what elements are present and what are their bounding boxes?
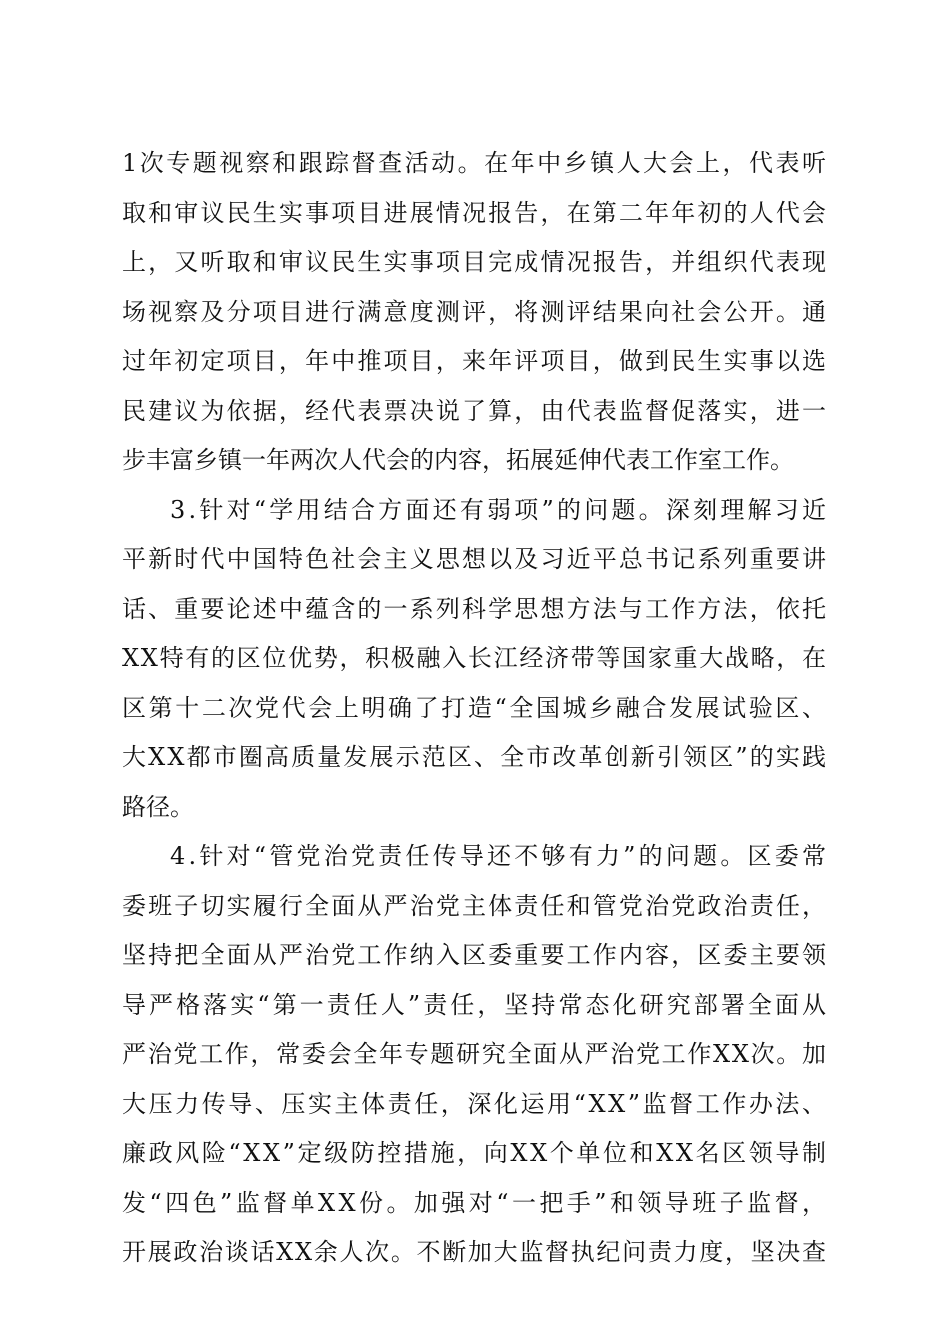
text-line-13: 大XX都市圈高质量发展示范区、全市改革创新引领区”的实践 bbox=[122, 743, 829, 771]
text-line-14: 路径。 bbox=[122, 793, 194, 821]
text-line-15: 4.针对“管党治党责任传导还不够有力”的问题。区委常 bbox=[170, 842, 830, 870]
text-line-20: 大压力传导、压实主体责任，深化运用“XX”监督工作办法、 bbox=[122, 1090, 829, 1118]
text-line-7: 步丰富乡镇一年两次人代会的内容，拓展延伸代表工作室工作。 bbox=[122, 446, 794, 474]
text-line-11: XX特有的区位优势，积极融入长江经济带等国家重大战略，在 bbox=[122, 644, 828, 672]
text-line-4: 场视察及分项目进行满意度测评，将测评结果向社会公开。通 bbox=[122, 298, 829, 326]
text-line-18: 导严格落实“第一责任人”责任，坚持常态化研究部署全面从 bbox=[122, 991, 830, 1019]
text-line-17: 坚持把全面从严治党工作纳入区委重要工作内容，区委主要领 bbox=[122, 941, 829, 969]
text-line-23: 开展政治谈话XX余人次。不断加大监督执纪问责力度，坚决查 bbox=[122, 1238, 828, 1266]
text-line-1: 1次专题视察和跟踪督查活动。在年中乡镇人大会上，代表听 bbox=[122, 149, 829, 177]
text-line-16: 委班子切实履行全面从严治党主体责任和管党治党政治责任， bbox=[122, 892, 829, 920]
text-line-6: 民建议为依据，经代表票决说了算，由代表监督促落实，进一 bbox=[122, 397, 829, 425]
text-line-22: 发“四色”监督单XX份。加强对“一把手”和领导班子监督， bbox=[122, 1189, 830, 1217]
text-line-2: 取和审议民生实事项目进展情况报告，在第二年年初的人代会 bbox=[122, 199, 829, 227]
text-line-19: 严治党工作，常委会全年专题研究全面从严治党工作XX次。加 bbox=[122, 1040, 828, 1068]
text-line-8: 3.针对“学用结合方面还有弱项”的问题。深刻理解习近 bbox=[170, 496, 830, 524]
text-line-5: 过年初定项目，年中推项目，来年评项目，做到民生实事以选 bbox=[122, 347, 829, 375]
text-line-12: 区第十二次党代会上明确了打造“全国城乡融合发展试验区、 bbox=[122, 694, 829, 722]
text-line-3: 上，又听取和审议民生实事项目完成情况报告，并组织代表现 bbox=[122, 248, 829, 276]
text-line-21: 廉政风险“XX”定级防控措施，向XX个单位和XX名区领导制 bbox=[122, 1139, 829, 1167]
text-line-10: 话、重要论述中蕴含的一系列科学思想方法与工作方法，依托 bbox=[122, 595, 829, 623]
text-line-9: 平新时代中国特色社会主义思想以及习近平总书记系列重要讲 bbox=[122, 545, 829, 573]
